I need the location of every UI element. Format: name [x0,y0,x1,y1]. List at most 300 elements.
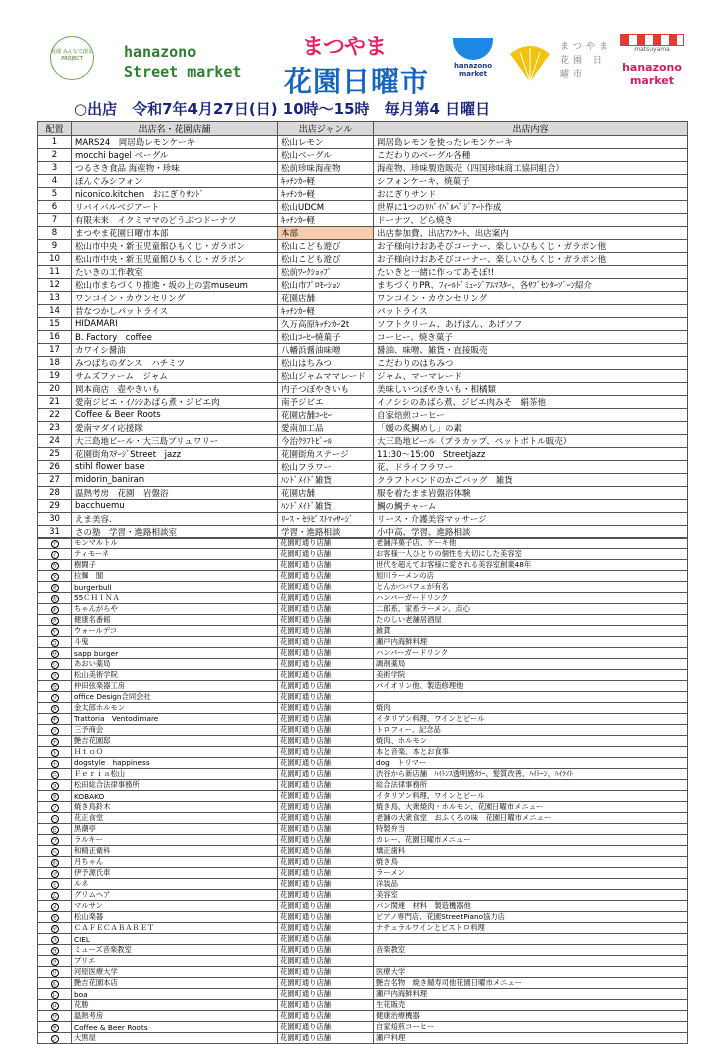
position-cell [38,560,72,571]
shop-name-cell: あおい薬局 [72,659,278,670]
vendor-name-cell: 愛南マダイ応援隊 [72,422,278,435]
vendor-name-cell: ぽんぐみシフォン [72,175,278,188]
position-marker: ク [51,618,58,625]
genre-cell: 花園町通り店舗 [278,604,374,615]
position-cell [38,549,72,560]
position-cell [38,879,72,890]
project-logo-text: 花園 みんなで創る PROJECT [51,49,93,62]
position-cell [38,857,72,868]
position-cell: 30 [38,513,72,526]
position-cell [38,747,72,758]
table-row [38,331,688,344]
table-row [38,604,688,615]
col-header-genre: 出店ジャンル [278,122,374,136]
content-cell: 雑貨 [374,626,688,637]
main-logo-line1: まつやま [302,35,387,60]
shop-name-cell: 樹闘子 [72,560,278,571]
genre-cell: 花園町通り店舗 [278,857,374,868]
genre-cell: 花園町通り店舗 [278,956,374,967]
genre-cell: 花園町通り店舗 [278,934,374,945]
table-row [38,279,688,292]
position-marker: ワ [51,1014,58,1021]
content-cell: 生花販売 [374,1000,688,1011]
genre-cell: ｷｯﾁﾝｶｰ軽 [278,305,374,318]
genre-cell: 八幡浜醤油味噌 [278,344,374,357]
shop-name-cell: ティモーネ [72,549,278,560]
shop-name-cell: ちゃんがらや [72,604,278,615]
position-marker: カ [51,596,58,603]
table-row [38,266,688,279]
shop-name-cell: Trattoria Ventodimare [72,714,278,725]
vendor-name-cell: まつやま花園日曜市本部 [72,227,278,240]
col-header-position: 配置 [38,122,72,136]
content-cell: カレー、花園日曜市メニュー [374,835,688,846]
position-cell [38,780,72,791]
genre-cell: 久万高原ｷｯﾁﾝｶｰ2t [278,318,374,331]
position-marker: シ [51,662,58,669]
content-cell: dog トリマー [374,758,688,769]
genre-cell: 花園町通り店舗 [278,659,374,670]
position-cell [38,890,72,901]
content-cell: ワンコイン・カウンセリング [374,292,688,305]
position-marker: ソ [51,695,58,702]
position-marker: レ [51,992,58,999]
content-cell: 瀬戸内海鮮料理 [374,637,688,648]
vendor-name-cell: リバイバルベジアート [72,201,278,214]
genre-cell: ｷｯﾁﾝｶｰ軽 [278,214,374,227]
genre-cell: 花園町通り店舗 [278,681,374,692]
content-cell: パン関連 材料 製造機器他 [374,901,688,912]
genre-cell: 花園町通り店舗 [278,945,374,956]
position-cell [38,593,72,604]
table-row [38,670,688,681]
genre-cell: 花園町通り店舗 [278,692,374,703]
vendor-name-cell: 松山市中央・新玉児童館ひもくじ・ガラポン [72,240,278,253]
table-row [38,824,688,835]
shop-name-cell: 仲田弦楽器工房 [72,681,278,692]
genre-cell: ｷｯﾁﾝｶｰ軽 [278,175,374,188]
shop-name-cell: 松山美術学院 [72,670,278,681]
shop-name-cell: 松田総合法律事務所 [72,780,278,791]
content-cell: 本と音楽、本とお食事 [374,747,688,758]
position-cell: 15 [38,318,72,331]
table-row [38,956,688,967]
table-row [38,383,688,396]
position-marker: ノ [51,805,58,812]
shop-name-cell: 艶吉花園邸 [72,736,278,747]
content-cell: 二郎系、家系ラーメン、点心 [374,604,688,615]
vendor-name-cell: niconico.kitchen おにぎりｻﾝﾄﾞ [72,188,278,201]
shop-table [37,537,688,1044]
genre-cell: 花園町通り店舗 [278,769,374,780]
table-row [38,769,688,780]
shop-name-cell: 三予商会 [72,725,278,736]
vendor-name-cell: 松山市中央・新玉児童館ひもくじ・ガラポン [72,253,278,266]
position-cell: 8 [38,227,72,240]
vendor-name-cell: カワイシ醤油 [72,344,278,357]
content-cell: 瀬戸内海鮮料理 [374,989,688,1000]
content-cell: おにぎりサンド [374,188,688,201]
content-cell: 鯛の鯛チャーム [374,500,688,513]
table-row [38,593,688,604]
content-cell: お客様一人ひとりの個性を大切にした美容室 [374,549,688,560]
content-cell: 医療大学 [374,967,688,978]
position-cell [38,582,72,593]
position-cell [38,758,72,769]
brand-line2: Street market [124,63,242,81]
brand-line1: hanazono [124,43,197,61]
position-cell [38,725,72,736]
position-marker: ナ [51,761,58,768]
position-cell: 11 [38,266,72,279]
shop-name-cell: 金太郎ホルモン [72,703,278,714]
position-cell [38,978,72,989]
position-cell: 31 [38,526,72,539]
vendor-name-cell: えま美容. [72,513,278,526]
genre-cell: 花園町通り店舗 [278,670,374,681]
content-cell: 渋谷から新店舗 ﾊｲﾄﾝｽ透明感ｶﾗｰ、髪質改善、ﾊｲﾄｰﾝ、ﾊｲﾗｲﾄ [374,769,688,780]
genre-cell: 南予ジビエ [278,396,374,409]
position-cell: 12 [38,279,72,292]
shop-name-cell: sapp burger [72,648,278,659]
position-cell: 28 [38,487,72,500]
content-cell: 焼き鳥 [374,857,688,868]
vendor-name-cell: つるさき食品 海産物・珍味 [72,162,278,175]
vendor-name-cell: みつばちのダンス ハチミツ [72,357,278,370]
table-row [38,868,688,879]
table-row [38,240,688,253]
content-cell: パットライス [374,305,688,318]
position-cell [38,615,72,626]
genre-cell: ﾘｰｽ・ｾﾗﾋﾟｽﾄﾏｯｻｰｼﾞ [278,513,374,526]
shop-name-cell: 55ＣＨＩＮＡ [72,593,278,604]
hanazono-market-logo-text: hanazono market [453,62,493,78]
content-cell: こだわりのはちみつ [374,357,688,370]
table-row [38,253,688,266]
shop-name-cell: プリエ [72,956,278,967]
position-cell: 25 [38,448,72,461]
position-cell [38,1033,72,1044]
awning-icon [620,34,684,46]
genre-cell: 松山ｺｰﾋｰ焼菓子 [278,331,374,344]
genre-cell: 花園町通り店舗 [278,714,374,725]
genre-cell: 花園店舗 [278,292,374,305]
genre-cell: 花園町通り店舗 [278,879,374,890]
content-cell: たのしい老舗居酒屋 [374,615,688,626]
table-row [38,560,688,571]
position-marker: ア [51,541,58,548]
vendor-name-cell: MARS24 岡居島レモンケーキ [72,136,278,149]
shop-name-cell: KOBAKO [72,791,278,802]
table-row [38,758,688,769]
content-cell: 焼き鳥、大衆焼肉・ホルモン、花園日曜市メニュー [374,802,688,813]
genre-cell: 花園街角ステージ [278,448,374,461]
shop-name-cell: 健康名番館 [72,615,278,626]
table-row [38,1000,688,1011]
table-row [38,615,688,626]
position-cell: 22 [38,409,72,422]
table-row [38,344,688,357]
position-marker: モ [51,915,58,922]
content-cell: ハンバーガードリンク [374,648,688,659]
content-cell: 焼肉、ホルモン [374,736,688,747]
genre-cell: 松山レモン [278,136,374,149]
shop-name-cell: 艶吉花園本店 [72,978,278,989]
table-row [38,487,688,500]
shop-name-cell: グリムヘア [72,890,278,901]
vendor-name-cell: 温熱考房 花園 岩盤浴 [72,487,278,500]
vendor-name-cell: ワンコイン・カウンセリング [72,292,278,305]
shop-name-cell: 花正食堂 [72,813,278,824]
content-cell: 自家焙煎コーヒー [374,1022,688,1033]
genre-cell: 本部 [278,227,374,240]
genre-cell: 花園町通り店舗 [278,736,374,747]
shop-name-cell: 大黒屋 [72,1033,278,1044]
content-cell: 岡居島レモンを使ったレモンケーキ [374,136,688,149]
position-cell [38,1022,72,1033]
position-cell: 7 [38,214,72,227]
shop-name-cell: マルサン [72,901,278,912]
genre-cell: 花園町通り店舗 [278,747,374,758]
genre-cell: 花園町通り店舗 [278,1000,374,1011]
table-row [38,396,688,409]
table-row [38,513,688,526]
content-cell: 瀬戸料理 [374,1033,688,1044]
event-info: ○出店 令和7年4月27日(日) 10時〜15時 毎月第4 日曜日 [74,100,491,118]
content-cell [374,956,688,967]
content-cell: 世界に1つのﾘﾊﾞｲﾊﾞﾙﾍﾞｼﾞｱｰﾄ作成 [374,201,688,214]
genre-cell: 松山フラワー [278,461,374,474]
genre-cell: 花園町通り店舗 [278,560,374,571]
genre-cell: 今治ｸﾗﾌﾄﾋﾞｰﾙ [278,435,374,448]
position-marker: ヌ [51,783,58,790]
content-cell: 世代を超えてお客様に愛される美容室創業48年 [374,560,688,571]
table-row [38,149,688,162]
content-cell: 11:30〜15:00 Streetjazz [374,448,688,461]
content-cell: 美術学院 [374,670,688,681]
position-cell [38,912,72,923]
position-marker: フ [51,838,58,845]
position-marker: ヘ [51,849,58,856]
vendor-name-cell: 松山市まちづくり推進・坂の上の雲museum [72,279,278,292]
shop-name-cell: 花勝 [72,1000,278,1011]
genre-cell: 松前珍味海産物 [278,162,374,175]
content-cell: コーヒー、焼き菓子 [374,331,688,344]
genre-cell: 松山こども遊び [278,240,374,253]
position-marker: ラ [51,959,58,966]
position-cell [38,945,72,956]
table-row [38,648,688,659]
genre-cell: 花園町通り店舗 [278,846,374,857]
vendor-name-cell: サムズファーム ジャム [72,370,278,383]
content-cell: 特製弁当 [374,824,688,835]
position-cell [38,791,72,802]
content-cell: 健康治療機器 [374,1011,688,1022]
position-marker: オ [51,585,58,592]
position-cell: 26 [38,461,72,474]
vendor-name-cell: mocchi bagel ベーグル [72,149,278,162]
table-row [38,967,688,978]
table-row [38,989,688,1000]
awning-logo [620,34,684,90]
table-row [38,945,688,956]
content-cell: こだわりのベーグル各種 [374,149,688,162]
table-row [38,780,688,791]
genre-cell: 花園町通り店舗 [278,538,374,549]
position-cell [38,967,72,978]
position-cell: 9 [38,240,72,253]
content-cell: 海産物、珍味製造販売（四国珍味商工協同組合） [374,162,688,175]
shop-name-cell: Coffee & Beer Roots [72,1022,278,1033]
position-marker: ホ [51,860,58,867]
shop-name-cell: Ｆｅｒｉａ松山 [72,769,278,780]
position-cell [38,868,72,879]
shop-name-cell: burgerbull [72,582,278,593]
genre-cell: 花園町通り店舗 [278,912,374,923]
shop-name-cell: モンマルトル [72,538,278,549]
awning-logo-sub: matsuyama [634,46,670,53]
genre-cell: 花園町通り店舗 [278,549,374,560]
content-cell [374,692,688,703]
position-marker: ル [51,981,58,988]
genre-cell: 花園町通り店舗 [278,703,374,714]
project-logo [50,36,94,80]
content-cell: イノシシのあばら煮、ジビエ肉みそ 絹茶他 [374,396,688,409]
table-row [38,370,688,383]
shop-name-cell: 伊予源氏車 [72,868,278,879]
position-cell: 20 [38,383,72,396]
content-cell: ジャム、マーマレード [374,370,688,383]
vendor-name-cell: B. Factory coffee [72,331,278,344]
vendor-name-cell: bacchuemu [72,500,278,513]
position-cell [38,538,72,549]
table-row [38,879,688,890]
genre-cell: 花園町通り店舗 [278,725,374,736]
position-cell [38,802,72,813]
position-cell: 18 [38,357,72,370]
content-cell: 美味しいつぼやきいも・相橘類 [374,383,688,396]
position-cell [38,670,72,681]
shop-name-cell: office Design合同会社 [72,692,278,703]
position-marker: ニ [51,772,58,779]
position-marker: イ [51,552,58,559]
table-row [38,857,688,868]
table-row [38,802,688,813]
table-row [38,1033,688,1044]
hanazono-market-logo [446,38,500,88]
genre-cell: 花園町通り店舗 [278,1022,374,1033]
position-marker: ウ [51,563,58,570]
table-row [38,725,688,736]
table-row [38,659,688,670]
position-cell [38,714,72,725]
table-row [38,461,688,474]
shop-name-cell: 月ちゃん [72,857,278,868]
genre-cell: 花園店舗ｺｰﾋｰ [278,409,374,422]
table-row [38,549,688,560]
vendor-name-cell: midorin_baniran [72,474,278,487]
genre-cell: 松山ベーグル [278,149,374,162]
position-cell [38,571,72,582]
shop-name-cell: 和精正衛科 [72,846,278,857]
genre-cell: 花園町通り店舗 [278,802,374,813]
genre-cell: 花園町通り店舗 [278,791,374,802]
position-marker: ミ [51,882,58,889]
position-marker: テ [51,739,58,746]
position-cell [38,846,72,857]
position-marker: ハ [51,816,58,823]
genre-cell: 愛南加工品 [278,422,374,435]
content-cell: ドーナツ、どら焼き [374,214,688,227]
genre-cell: 内子つぼやきいも [278,383,374,396]
position-cell: 29 [38,500,72,513]
vendor-name-cell: 愛南ジビエ・ｲﾉｼｼあばら煮・ジビエ肉 [72,396,278,409]
position-cell: 16 [38,331,72,344]
genre-cell: 花園町通り店舗 [278,1033,374,1044]
content-cell: ナチュラルワインとビストロ料理 [374,923,688,934]
table-row [38,409,688,422]
position-cell [38,736,72,747]
position-marker: サ [51,651,58,658]
table-row [38,538,688,549]
table-row [38,747,688,758]
table-row [38,791,688,802]
position-cell [38,989,72,1000]
genre-cell: 学習・進路相談 [278,526,374,539]
brand-logo [124,42,241,82]
genre-cell: 花園町通り店舗 [278,1011,374,1022]
position-cell [38,703,72,714]
position-marker: タ [51,706,58,713]
shop-name-cell: ルネ [72,879,278,890]
genre-cell: 花園町通り店舗 [278,868,374,879]
table-row [38,318,688,331]
shop-name-cell: ウォールデコ [72,626,278,637]
genre-cell: 花園町通り店舗 [278,813,374,824]
position-marker: ン [51,1036,58,1043]
position-cell [38,1000,72,1011]
position-marker: ツ [51,728,58,735]
table-row [38,923,688,934]
content-cell: 花、ドライフラワー [374,461,688,474]
genre-cell: 花園町通り店舗 [278,571,374,582]
genre-cell: 花園町通り店舗 [278,758,374,769]
position-marker: ヒ [51,827,58,834]
position-cell [38,824,72,835]
content-cell: バイオリン他、製造修理他 [374,681,688,692]
content-cell: まちづくりPR、ﾌｨｰﾙﾄﾞﾐｭｰｼﾞｱﾑﾏｽﾀｰ、各ｻﾌﾞｾﾝﾀｰｿﾞｰﾝ紹介 [374,279,688,292]
genre-cell: 松山こども遊び [278,253,374,266]
position-cell: 1 [38,136,72,149]
genre-cell: 花園町通り店舗 [278,637,374,648]
vendor-name-cell: たいきの工作教室 [72,266,278,279]
table-row [38,448,688,461]
content-cell: イタリアン料理、ワインとビール [374,714,688,725]
table-row [38,714,688,725]
table-row [38,934,688,945]
vendor-name-cell: 有限未来 イクミママのどうぶつドーナツ [72,214,278,227]
main-logo-line2: 花園日曜市 [284,65,430,98]
shop-name-cell: 拉麺 閣 [72,571,278,582]
position-cell [38,934,72,945]
genre-cell: 花園町通り店舗 [278,582,374,593]
table-row [38,890,688,901]
fan-icon [508,44,552,84]
position-cell: 2 [38,149,72,162]
position-cell: 14 [38,305,72,318]
table-row [38,136,688,149]
genre-cell: ﾊﾝﾄﾞﾒｲﾄﾞ雑貨 [278,500,374,513]
